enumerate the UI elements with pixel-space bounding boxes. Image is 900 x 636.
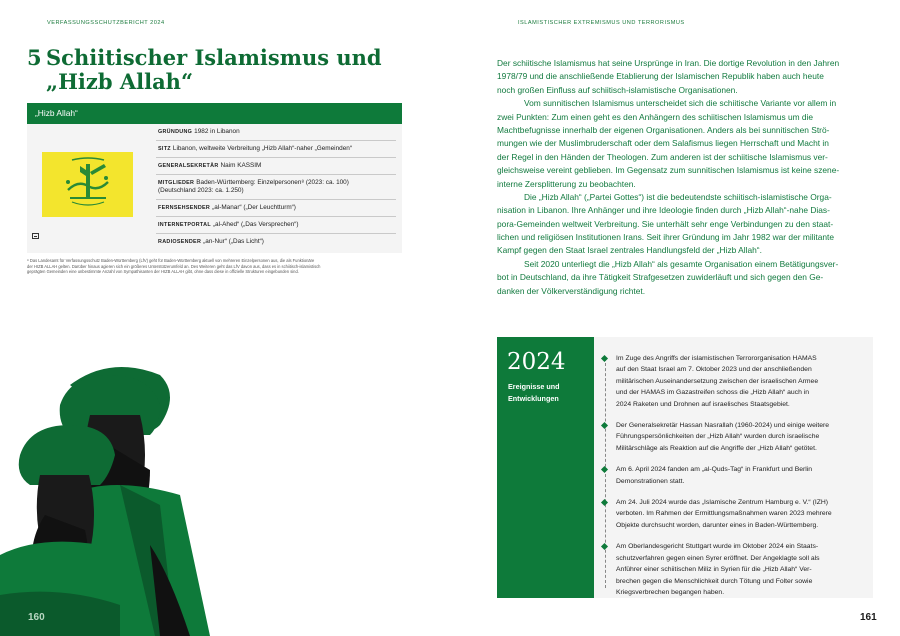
event-line: militärischen Auseinandersetzung zwischen der israelischen Armee bbox=[616, 377, 819, 385]
footnote-marker-icon bbox=[32, 233, 39, 239]
event-line: auf den Staat Israel am 7. Oktober 2023 und der anschließenden bbox=[616, 366, 812, 374]
event-line: schutzverfahren gegen einen Syrer eröffnet. Der Angeklagte soll als bbox=[616, 554, 820, 562]
fact-row bbox=[156, 234, 396, 250]
fact-key: SITZ bbox=[158, 146, 171, 152]
fact-box-header: „Hizb Allah“ bbox=[27, 103, 402, 124]
fact-row bbox=[156, 158, 396, 175]
fact-row-line bbox=[158, 145, 394, 153]
events-box bbox=[497, 337, 873, 598]
fact-value: Baden-Württemberg: Einzelpersonen⁸ (2023: ca. 100) bbox=[196, 179, 349, 186]
fact-value: „al-Manar“ („Der Leuchtturm“) bbox=[212, 204, 296, 211]
footnote bbox=[27, 258, 402, 275]
body-line: der Regel in den Händen der Theologen. Zum anderen ist der schiitische Islamismus ver- bbox=[497, 151, 828, 162]
events-subtitle bbox=[508, 381, 560, 405]
event-item bbox=[601, 497, 865, 531]
diamond-bullet-icon bbox=[601, 422, 608, 429]
event-line: 2024 Raketen und Drohnen auf israelisches Staatsgebiet. bbox=[616, 400, 790, 408]
event-item bbox=[601, 464, 865, 487]
fact-box bbox=[27, 103, 402, 253]
body-line: Seit 2020 unterliegt die „Hizb Allah“ als gesamte Organisation einem Betätigungsver- bbox=[524, 258, 839, 269]
body-line: Vom sunnitischen Islamismus unterscheidet sich die schiitische Variante vor allem in bbox=[524, 98, 837, 109]
fact-key: MITGLIEDER bbox=[158, 180, 195, 186]
event-line: Objekte durchsucht worden, darunter eines in Baden-Württemberg. bbox=[616, 521, 819, 529]
fact-row-line bbox=[158, 187, 394, 195]
events-list bbox=[601, 353, 865, 608]
fact-row-line bbox=[158, 128, 394, 136]
diamond-bullet-icon bbox=[601, 499, 608, 506]
event-line: brechen gegen die Menschlichkeit durch Tötung und Folter sowie bbox=[616, 577, 813, 585]
hizb-allah-flag-image bbox=[42, 152, 133, 217]
event-line: verboten. Im Rahmen der Ermittlungsmaßnahmen waren 2023 mehrere bbox=[616, 510, 832, 518]
event-item bbox=[601, 541, 865, 598]
body-line: noch großen Einfluss auf schiitisch-islamistische Organisationen. bbox=[497, 84, 738, 95]
fact-value: 1982 in Libanon bbox=[194, 128, 240, 135]
events-year: 2024 bbox=[507, 349, 566, 375]
body-line: Kampf gegen den Staat Israel zentrales Handlungsfeld der „Hizb Allah“. bbox=[497, 245, 762, 256]
event-item bbox=[601, 420, 865, 454]
fact-box-rows bbox=[156, 124, 396, 250]
fact-row-line bbox=[158, 221, 394, 229]
chapter-title-line-1: Schiitischer Islamismus und bbox=[46, 45, 382, 70]
body-line: danken der Völkerverständigung richtet. bbox=[497, 285, 646, 296]
body-text bbox=[497, 57, 875, 298]
fact-value: „an-Nur“ („Das Licht“) bbox=[203, 238, 264, 245]
footnote-line: ⁸ Das Landesamt für Verfassungsschutz Baden-Württemberg (LfV) geht für Baden-Württemberg aktuell von mehreren Einzelpersonen aus, die als Funktionäre bbox=[27, 258, 315, 263]
diamond-bullet-icon bbox=[601, 355, 608, 362]
fact-value: (Deutschland 2023: ca. 1.250) bbox=[158, 187, 244, 194]
fact-row-line bbox=[158, 162, 394, 170]
illustration-two-figures-image bbox=[0, 345, 240, 636]
body-line: interne Zersplitterung zu beobachten. bbox=[497, 178, 636, 189]
fact-row bbox=[156, 200, 396, 217]
events-sidebar bbox=[497, 337, 594, 598]
fact-row bbox=[156, 124, 396, 141]
body-line: Machtbefugnisse innerhalb der eigenen Organisationen. Anders als bei sunnitischen Strö- bbox=[497, 124, 830, 135]
page-number-left: 160 bbox=[28, 612, 45, 623]
fact-row bbox=[156, 217, 396, 234]
diamond-bullet-icon bbox=[601, 466, 608, 473]
fact-key: RADIOSENDER bbox=[158, 239, 202, 245]
fact-row-line bbox=[158, 238, 394, 246]
event-item bbox=[601, 353, 865, 410]
running-head-left: VERFASSUNGSSCHUTZBERICHT 2024 bbox=[47, 20, 165, 26]
event-line: Am 24. Juli 2024 wurde das „Islamische Zentrum Hamburg e. V.“ (IZH) bbox=[616, 499, 829, 507]
fact-value: „al-Ahed“ („Das Versprechen“) bbox=[212, 221, 299, 228]
fact-row-line bbox=[158, 204, 394, 212]
body-line: bot in Deutschland, da ihre Tätigkeit Strafgesetzen zuwiderläuft und sich gegen den Ge- bbox=[497, 272, 824, 283]
events-subtitle-line-1: Ereignisse und bbox=[508, 382, 560, 391]
fact-key: FERNSEHSENDER bbox=[158, 205, 211, 211]
footnote-line: geprägten Gemeinden eine unbestimmte Anzahl von Sympathisanten der HIZB ALLAH gibt, ohne dass diese in offizielle Strukturen eingebunden sind. bbox=[27, 269, 299, 275]
chapter-number: 5 bbox=[27, 45, 42, 70]
body-line: zwei Punkten: Zum einen geht es den Anhängern des schiitischen Islamismus um die bbox=[497, 111, 814, 122]
footnote-line: der HIZB ALLAH gelten. Darüber hinaus agieren sich ein größeres Unterstützerumfeld an. Des Weiteren geht das LfV davon aus, dass es in schiitisch-islamistisch bbox=[27, 263, 321, 269]
body-line: mungen wie der Muslimbruderschaft oder dem Salafismus liegen Herrschaft und Macht in bbox=[497, 138, 829, 149]
event-line: Kriegsverbrechen begangen haben. bbox=[616, 588, 725, 596]
event-line: Am Oberlandesgericht Stuttgart wurde im Oktober 2024 ein Staats- bbox=[616, 543, 819, 551]
body-line: Die „Hizb Allah“ („Partei Gottes“) ist die bedeutendste schiitisch-islamistische Orga- bbox=[524, 191, 832, 202]
event-line: Anführer einer schiitischen Miliz in Syrien für die „Hizb Allah“ Ver- bbox=[616, 566, 812, 574]
body-line: nisation in Libanon. Ihre Anhänger und ihre Ideologie finden durch „Hizb Allah“-nahe Dias- bbox=[497, 205, 830, 216]
event-line: Führungspersönlichkeiten der „Hizb Allah“ wurden durch israelische bbox=[616, 433, 820, 441]
fact-key: GRÜNDUNG bbox=[158, 129, 193, 135]
events-subtitle-line-2: Entwicklungen bbox=[508, 394, 559, 403]
event-line: und der HAMAS im Gazastreifen schoss die „Hizb Allah“ auch in bbox=[616, 389, 810, 397]
fact-row bbox=[156, 141, 396, 158]
event-line: Militärschläge als Reaktion auf die Angriffe der „Hizb Allah“ getötet. bbox=[616, 444, 817, 452]
event-line: Im Zuge des Angriffs der islamistischen Terrororganisation HAMAS bbox=[616, 355, 817, 362]
event-line: Demonstrationen statt. bbox=[616, 477, 685, 485]
event-line: Der Generalsekretär Hassan Nasrallah (1960-2024) und einige weitere bbox=[616, 422, 830, 430]
body-line: pora-Gemeinden weltweit Verbreitung. Sie unterhält sehr enge Verbindungen zu den staat- bbox=[497, 218, 834, 229]
diamond-bullet-icon bbox=[601, 543, 608, 550]
fact-key: INTERNETPORTAL bbox=[158, 222, 211, 228]
event-line: Am 6. April 2024 fanden am „al-Quds-Tag“ in Frankfurt und Berlin bbox=[616, 466, 813, 474]
fact-key: GENERALSEKRETÄR bbox=[158, 163, 219, 169]
running-head-right: ISLAMISTISCHER EXTREMISMUS UND TERRORISMUS bbox=[518, 20, 685, 26]
fact-row bbox=[156, 175, 396, 200]
fact-row-line bbox=[158, 179, 394, 187]
chapter-title-line-2: „Hizb Allah“ bbox=[46, 69, 194, 94]
body-line: lichen und religiösen Institutionen Irans. Seit ihrer Gründung im Jahr 1982 war der militante bbox=[497, 232, 835, 243]
body-line: gleichsweise vereint geblieben. Im Gegensatz zum sunnitischen Islamismus ist keine szene- bbox=[497, 165, 840, 176]
fact-value: Libanon, weltweite Verbreitung „Hizb Allah“-naher „Gemeinden“ bbox=[172, 145, 352, 152]
page-number-right: 161 bbox=[860, 612, 877, 623]
body-line: Der schiitische Islamismus hat seine Ursprünge in Iran. Die dortige Revolution in den Jahren bbox=[497, 58, 840, 68]
fact-value: Naim KASSIM bbox=[220, 162, 262, 169]
body-line: 1978/79 und die anschließende Etablierung der Islamischen Republik haben auch heute bbox=[497, 71, 824, 82]
